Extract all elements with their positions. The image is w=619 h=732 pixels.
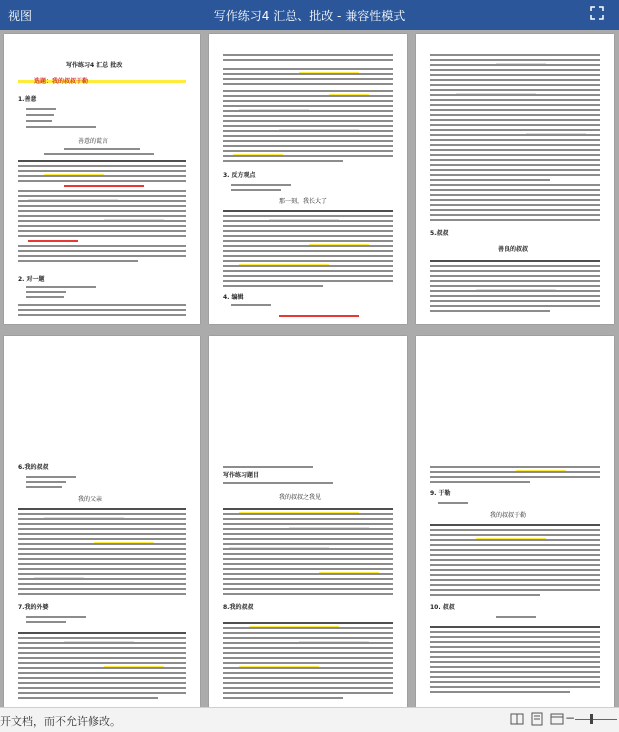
essay-title: 我的父亲 bbox=[78, 496, 103, 503]
document-page-2 bbox=[209, 34, 407, 324]
document-page-6 bbox=[416, 336, 614, 707]
section-heading-2: 2. 对一题 bbox=[18, 276, 45, 283]
title-bar bbox=[0, 0, 619, 30]
document-page-3 bbox=[416, 34, 614, 324]
zoom-slider[interactable] bbox=[575, 719, 617, 720]
section-heading-2: 10. 叔叔 bbox=[430, 604, 455, 611]
document-title: 写作练习4 汇总、批改 - 兼容性模式 bbox=[213, 9, 406, 23]
section-heading-2: 4. 编辑 bbox=[223, 294, 244, 301]
essay-title: 善意的谎言 bbox=[78, 138, 109, 145]
essay-title: 我的叔叔于勒 bbox=[490, 512, 527, 519]
section-heading: 9. 于勒 bbox=[430, 490, 451, 497]
print-layout-icon[interactable] bbox=[530, 712, 544, 726]
document-page-1 bbox=[4, 34, 200, 324]
page-heading: 写作练习4 汇总 批改 bbox=[66, 62, 123, 69]
document-page-5 bbox=[209, 336, 407, 707]
status-bar bbox=[0, 707, 619, 732]
essay-title: 我的叔叔之我见 bbox=[279, 494, 322, 501]
web-layout-icon[interactable] bbox=[550, 712, 564, 726]
section-heading: 6.我的叔叔 bbox=[18, 464, 49, 471]
read-mode-icon[interactable] bbox=[510, 712, 524, 726]
view-menu[interactable]: 视图 bbox=[8, 9, 33, 23]
section-heading: 5.叔叔 bbox=[430, 230, 449, 237]
essay-title: 善良的叔叔 bbox=[498, 246, 529, 253]
document-page-4 bbox=[4, 336, 200, 707]
zoom-slider-thumb[interactable] bbox=[590, 714, 593, 724]
document-workspace[interactable] bbox=[0, 30, 619, 707]
status-message: 开文档，而不允许修改。 bbox=[0, 715, 121, 728]
essay-title: 那一刻，我长大了 bbox=[279, 198, 328, 205]
page-subtitle: 选题：我的叔叔于勒 bbox=[34, 78, 89, 85]
section-heading: 8.我的叔叔 bbox=[223, 604, 254, 611]
fullscreen-icon[interactable] bbox=[589, 5, 605, 21]
zoom-out-icon[interactable]: − bbox=[565, 711, 576, 725]
page-heading: 写作练习题目 bbox=[223, 472, 260, 479]
section-heading-2: 7.我的外婆 bbox=[18, 604, 49, 611]
section-heading: 1.善意 bbox=[18, 96, 37, 103]
section-heading: 3. 反方观点 bbox=[223, 172, 256, 179]
